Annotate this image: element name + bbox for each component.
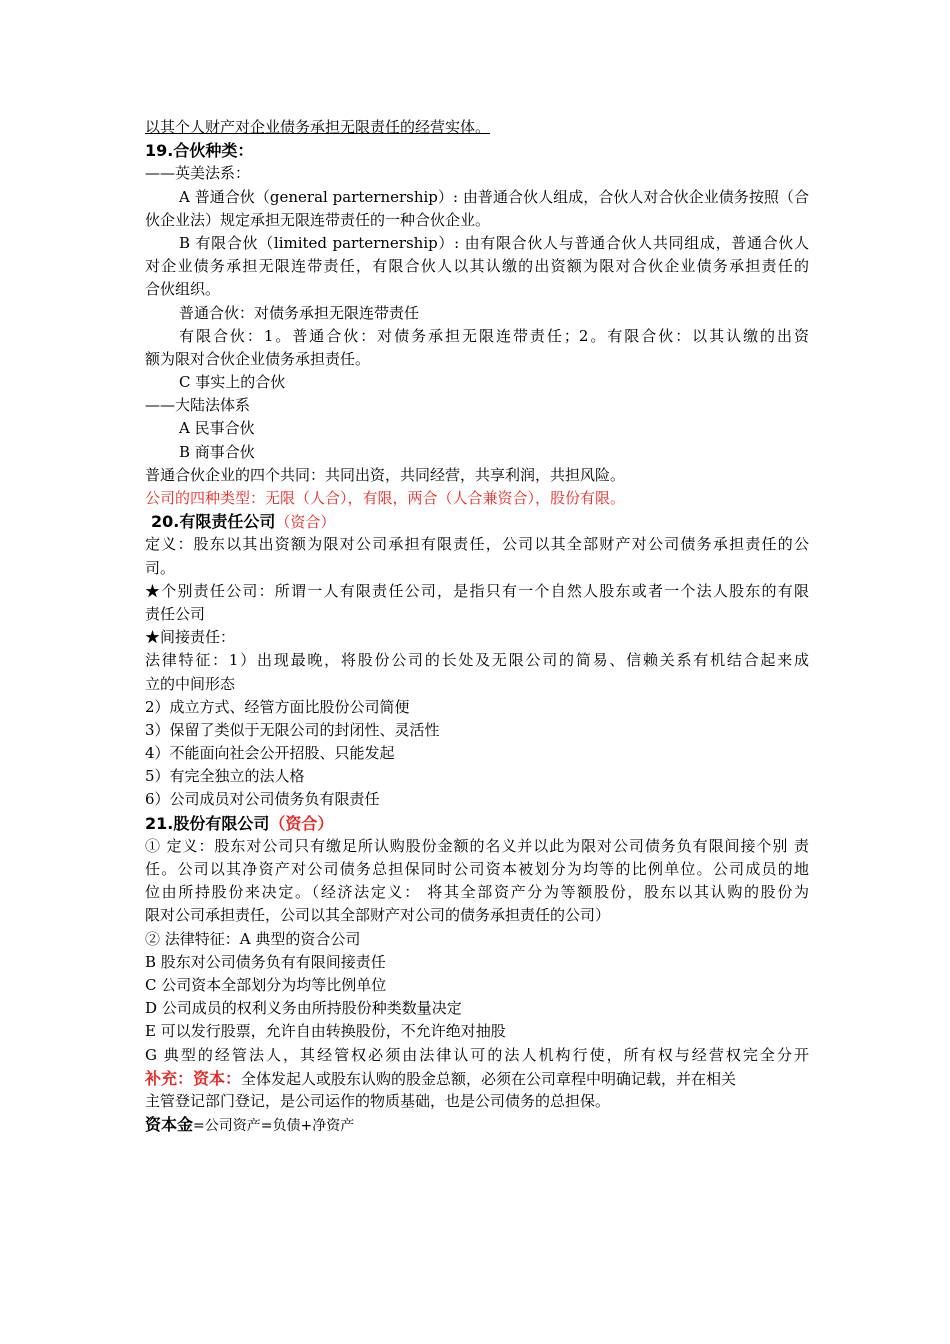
heading-text: 20.有限责任公司 [151, 512, 276, 532]
capital-equation: =公司资产=负债+净资产 [193, 1118, 355, 1135]
text-line: 额为限对合伙企业债务承担责任。 [145, 349, 371, 368]
text-line: 限对公司承担责任，公司以其全部财产对公司的债务承担责任的公司） [145, 906, 611, 925]
text-line: 责任公司 [145, 604, 206, 623]
heading-note: （资合） [275, 513, 336, 532]
text-line: B 商事合伙 [179, 442, 255, 461]
text-line: 普通合伙：对债务承担无限连带责任 [179, 303, 420, 322]
text-line: ——大陆法体系 [145, 396, 251, 415]
text-line: C 事实上的合伙 [179, 373, 286, 392]
text-line: ② 法律特征：A 典型的资合公司 [145, 929, 361, 948]
heading-text: 21.股份有限公司 [145, 813, 270, 833]
text-line: 任。公司以其净资产对公司债务总担保同时公司资本被划分为均等的比例单位。公司成员的地 [145, 860, 809, 878]
list-item: D 公司成员的权利义务由所持股份种类数量决定 [145, 999, 462, 1018]
capital-formula [145, 1113, 809, 1136]
section-heading-19: 19.合伙种类： [145, 141, 254, 161]
text-line: 普通合伙企业的四个共同：共同出资，共同经营，共享利润，共担风险。 [145, 465, 626, 484]
list-item: E 可以发行股票，允许自由转换股份，不允许绝对抽股 [145, 1022, 506, 1041]
text-line: 以其个人财产对企业债务承担无限责任的经营实体。 [145, 118, 491, 136]
company-types-line: 公司的四种类型：无限（人合），有限，两合（人合兼资合），股份有限。 [145, 489, 626, 507]
list-item: 3）保留了类似于无限公司的封闭性、灵活性 [145, 720, 440, 739]
supplement-text: 全体发起人或股东认购的股金总额，必须在公司章程中明确记载，并在相关 [241, 1069, 737, 1088]
list-item: C 公司资本全部划分为均等比例单位 [145, 975, 387, 994]
text-line: ——英美法系： [145, 164, 251, 183]
text-line: 位由所持股份来决定。（经济法定义： 将其全部资产分为等额股份，股东以其认购的股份为 [145, 883, 809, 902]
text-line: ① 定义：股东对公司只有缴足所认购股份金额的名义并以此为限对公司债务负有限间接个别 责 [145, 836, 809, 855]
text-line: 定义：股东以其出资额为限对公司承担有限责任，公司以其全部财产对公司债务承担责任的公 [145, 535, 809, 554]
text-line: 对企业债务承担无限连带责任，有限合伙人以其认缴的出资额为限对合伙企业债务承担责任的 [145, 257, 809, 276]
text-line: 主管登记部门登记，是公司运作的物质基础，也是公司债务的总担保。 [145, 1091, 611, 1110]
text-line: ★间接责任： [145, 628, 236, 647]
text-line: ★个别责任公司：所谓一人有限责任公司，是指只有一个自然人股东或者一个法人股东的有限 [145, 581, 809, 600]
capital-label: 资本金 [145, 1115, 194, 1135]
text-line: 有限合伙：1。普通合伙：对债务承担无限连带责任；2。有限合伙：以其认缴的出资 [179, 326, 809, 345]
heading-note: （资合） [269, 813, 334, 833]
text-line: 法律特征：1）出现最晚，将股份公司的长处及无限公司的简易、信赖关系有机结合起来成 [145, 651, 809, 670]
text-line: 合伙组织。 [145, 280, 221, 299]
list-item: 6）公司成员对公司债务负有限责任 [145, 790, 380, 809]
list-item: 4）不能面向社会公开招股、只能发起 [145, 744, 395, 763]
document-page [145, 116, 809, 1136]
supplement-line [145, 1067, 809, 1090]
text-line: 司。 [145, 558, 176, 577]
list-item: 2）成立方式、经管方面比股份公司简便 [145, 697, 410, 716]
text-line: 立的中间形态 [145, 674, 236, 693]
list-item: 5）有完全独立的法人格 [145, 767, 305, 786]
text-line: A 普通合伙（general parternership）: 由普通合伙人组成，合伙人对合伙企业债务按照（合 [179, 187, 809, 206]
list-item: B 股东对公司债务负有有限间接责任 [145, 952, 386, 971]
supplement-label: 补充：资本： [145, 1068, 242, 1088]
list-item: G 典型的经管法人，其经管权必须由法律认可的法人机构行使，所有权与经营权完全分开 [145, 1045, 809, 1064]
section-heading-20 [145, 510, 809, 533]
text-line: A 民事合伙 [179, 419, 255, 438]
text-line: 伙企业法）规定承担无限连带责任的一种合伙企业。 [145, 210, 491, 229]
text-line: B 有限合伙（limited parternership）: 由有限合伙人与普通合伙人共同组成，普通合伙人 [179, 233, 809, 252]
section-heading-21 [145, 812, 809, 835]
